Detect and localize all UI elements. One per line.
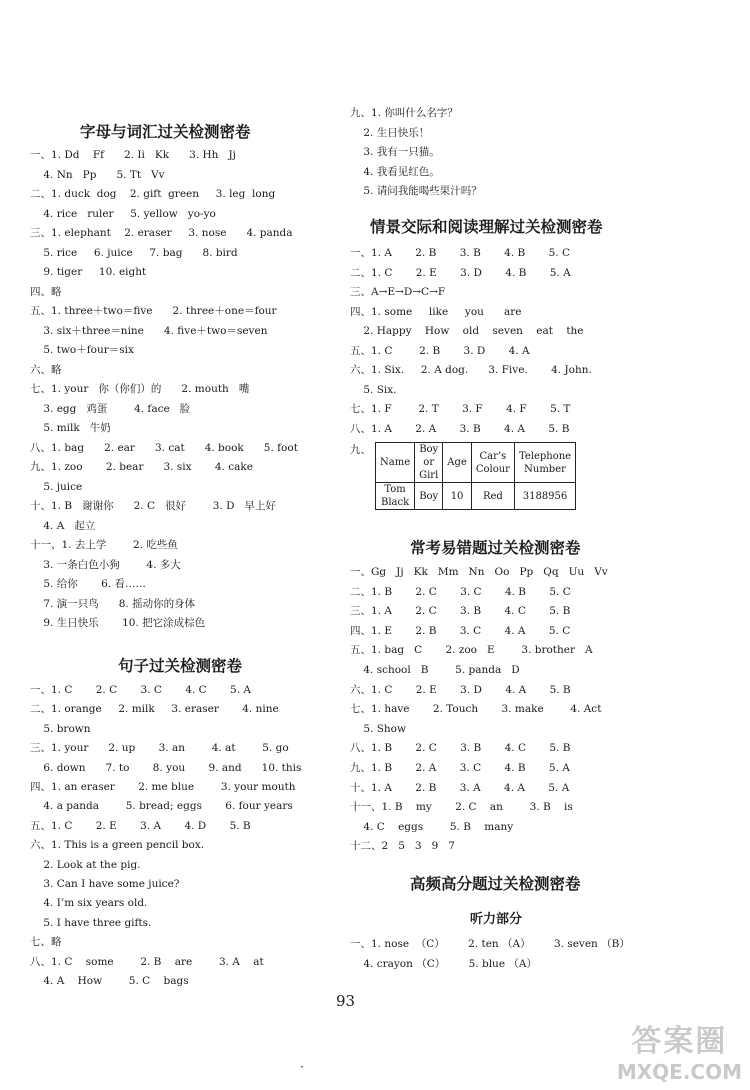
- answer-line: 四、1. an eraser 2. me blue 3. your mouth: [30, 781, 296, 793]
- answer-line: 4. A 起立: [30, 519, 96, 532]
- answer-line: 5. Six.: [350, 383, 397, 396]
- table-row: [376, 483, 576, 510]
- table-header-row: [376, 443, 576, 483]
- answer-line: 三、1. your 2. up 3. an 4. at 5. go: [30, 742, 289, 755]
- answer-line: 2. 生日快乐！: [350, 126, 430, 139]
- answer-line: 三、1. A 2. C 3. B 4. C 5. B: [350, 605, 571, 618]
- table-header-cell: Boy or Girl: [415, 443, 443, 483]
- answer-line: 二、1. duck dog 2. gift green 3. leg long: [30, 188, 276, 200]
- section-subtitle-listening: 听力部分: [470, 912, 523, 927]
- answer-line: 4. rice ruler 5. yellow yo-yo: [30, 207, 216, 220]
- answer-line: 九、1. zoo 2. bear 3. six 4. cake: [30, 461, 253, 473]
- answer-line: 5. rice 6. juice 7. bag 8. bird: [30, 246, 238, 259]
- answer-line: 5. two＋four＝six: [30, 344, 134, 356]
- answer-line: 9. 生日快乐 10. 把它涂成棕色: [30, 617, 206, 629]
- section-title-sentences: 句子过关检测密卷: [118, 657, 243, 675]
- answer-line: 4. I’m six years old.: [30, 897, 148, 910]
- answer-line: 4. school B 5. panda D: [350, 664, 520, 676]
- answer-line: 五、1. three＋two＝five 2. three＋one＝four: [30, 305, 277, 317]
- answer-line: 4. Nn Pp 5. Tt Vv: [30, 168, 165, 181]
- table-header-cell: Name: [376, 443, 415, 483]
- answer-line: 5. milk 牛奶: [30, 422, 111, 434]
- answer-line: 五、1. C 2. E 3. A 4. D 5. B: [30, 819, 251, 832]
- answer-line: 二、1. orange 2. milk 3. eraser 4. nine: [30, 703, 279, 716]
- answer-line: 3. 我有一只猫。: [350, 146, 440, 158]
- answer-line: 十二、2 5 3 9 7: [350, 840, 455, 853]
- answer-line: 5. brown: [30, 722, 91, 735]
- answer-line: 5. 给你 6. 看……: [30, 578, 146, 590]
- answer-line: 十一、1. B my 2. C an 3. B is: [350, 801, 573, 814]
- answer-line: 4. C eggs 5. B many: [350, 820, 514, 833]
- table-header-cell: Car’s Colour: [471, 443, 514, 483]
- answer-line: 三、1. elephant 2. eraser 3. nose 4. panda: [30, 227, 293, 239]
- answer-line: 5. I have three gifts.: [30, 916, 152, 929]
- table-cell: 10: [443, 483, 472, 510]
- answer-line: 二、1. C 2. E 3. D 4. B 5. A: [350, 266, 571, 279]
- table-header-cell: Age: [443, 443, 472, 483]
- watermark-url: MXQE.COM: [616, 1060, 742, 1084]
- answer-line: 4. 我看见红色。: [350, 165, 440, 178]
- answer-line: 3. six＋three＝nine 4. five＋two＝seven: [30, 324, 268, 337]
- answer-line: 七、略: [30, 936, 62, 949]
- answer-line: 六、1. C 2. E 3. D 4. A 5. B: [350, 683, 571, 696]
- answer-line: 一、1. C 2. C 3. C 4. C 5. A: [30, 684, 251, 696]
- answer-line: 一、1. A 2. B 3. B 4. B 5. C: [350, 247, 570, 259]
- answer-line: 十、1. A 2. B 3. A 4. A 5. A: [350, 781, 570, 794]
- answer-line: 八、1. bag 2. ear 3. cat 4. book 5. foot: [30, 441, 298, 454]
- answer-line: 3. Can I have some juice?: [30, 878, 180, 890]
- page-number: 93: [336, 992, 356, 1010]
- answer-line: 六、1. Six. 2. A dog. 3. Five. 4. John.: [350, 364, 592, 376]
- answer-line: 3. egg 鸡蛋 4. face 脸: [30, 402, 191, 415]
- answer-line: 三、A→E→D→C→F: [350, 286, 446, 298]
- footer-dot: ·: [300, 1060, 304, 1074]
- answer-line: 4. A How 5. C bags: [30, 975, 189, 987]
- answer-line: 6. down 7. to 8. you 9. and 10. this: [30, 761, 302, 774]
- answer-line: 7. 演一只鸟 8. 摇动你的身体: [30, 597, 196, 610]
- watermark-logo: [617, 1016, 742, 1084]
- table-cell: 3188956: [514, 483, 575, 510]
- answer-line: 一、Gg Jj Kk Mm Nn Oo Pp Qq Uu Vv: [350, 566, 608, 578]
- answer-line: 4. crayon （C） 5. blue （A）: [350, 958, 537, 970]
- answer-line: 3. 一条白色小狗 4. 多大: [30, 558, 181, 571]
- answer-line: 5. juice: [30, 480, 83, 493]
- table-header-cell: Telephone Number: [514, 443, 575, 483]
- info-table: [375, 442, 576, 510]
- watermark-brand: 答案圈: [631, 1024, 728, 1059]
- answer-line: 9. tiger 10. eight: [30, 266, 147, 278]
- section-title-common-errors: 常考易错题过关检测密卷: [410, 539, 581, 557]
- answer-line: 5. 请问我能喝些果汁吗？: [350, 185, 482, 197]
- answer-line: 四、略: [30, 285, 62, 298]
- answer-line: 一、1. nose （C） 2. ten （A） 3. seven （B）: [350, 938, 630, 950]
- answer-line: 七、1. your 你（你们）的 2. mouth 嘴: [30, 383, 250, 395]
- answer-line: 六、1. This is a green pencil box.: [30, 839, 205, 852]
- answer-line: 4. a panda 5. bread; eggs 6. four years: [30, 800, 293, 813]
- table-cell: Tom Black: [376, 483, 415, 510]
- answer-line: 2. Happy How old seven eat the: [350, 325, 584, 337]
- answer-line: 八、1. C some 2. B are 3. A at: [30, 955, 264, 968]
- answer-line: 5. Show: [350, 722, 406, 735]
- answer-line: 七、1. have 2. Touch 3. make 4. Act: [350, 703, 602, 716]
- answer-line: 六、略: [30, 363, 62, 376]
- answer-line: 四、1. some like you are: [350, 305, 522, 318]
- answer-line: 二、1. B 2. C 3. C 4. B 5. C: [350, 585, 571, 598]
- answer-line: 五、1. C 2. B 3. D 4. A: [350, 344, 530, 357]
- answer-line: 八、1. B 2. C 3. B 4. C 5. B: [350, 742, 571, 755]
- section-title-situational-reading: 情景交际和阅读理解过关检测密卷: [370, 218, 603, 236]
- answer-line: 九、1. B 2. A 3. C 4. B 5. A: [350, 762, 570, 774]
- table-cell: Red: [471, 483, 514, 510]
- answer-line: 七、1. F 2. T 3. F 4. F 5. T: [350, 403, 571, 415]
- answer-line: 十、1. B 谢谢你 2. C 很好 3. D 早上好: [30, 500, 277, 512]
- table-cell: Boy: [415, 483, 443, 510]
- answer-line: 四、1. E 2. B 3. C 4. A 5. C: [350, 624, 571, 637]
- answer-line: 八、1. A 2. A 3. B 4. A 5. B: [350, 422, 570, 435]
- section-title-high-frequency: 高频高分题过关检测密卷: [410, 875, 581, 893]
- section-title-letters-vocab: 字母与词汇过关检测密卷: [80, 123, 251, 141]
- answer-line: 一、1. Dd Ff 2. Ii Kk 3. Hh Jj: [30, 149, 236, 161]
- answer-line: 2. Look at the pig.: [30, 858, 141, 871]
- question-label-nine: 九、: [350, 444, 371, 456]
- answer-line: 五、1. bag C 2. zoo E 3. brother A: [350, 644, 593, 657]
- answer-line: 九、1. 你叫什么名字？: [350, 107, 458, 119]
- answer-line: 十一、1. 去上学 2. 吃些鱼: [30, 539, 178, 551]
